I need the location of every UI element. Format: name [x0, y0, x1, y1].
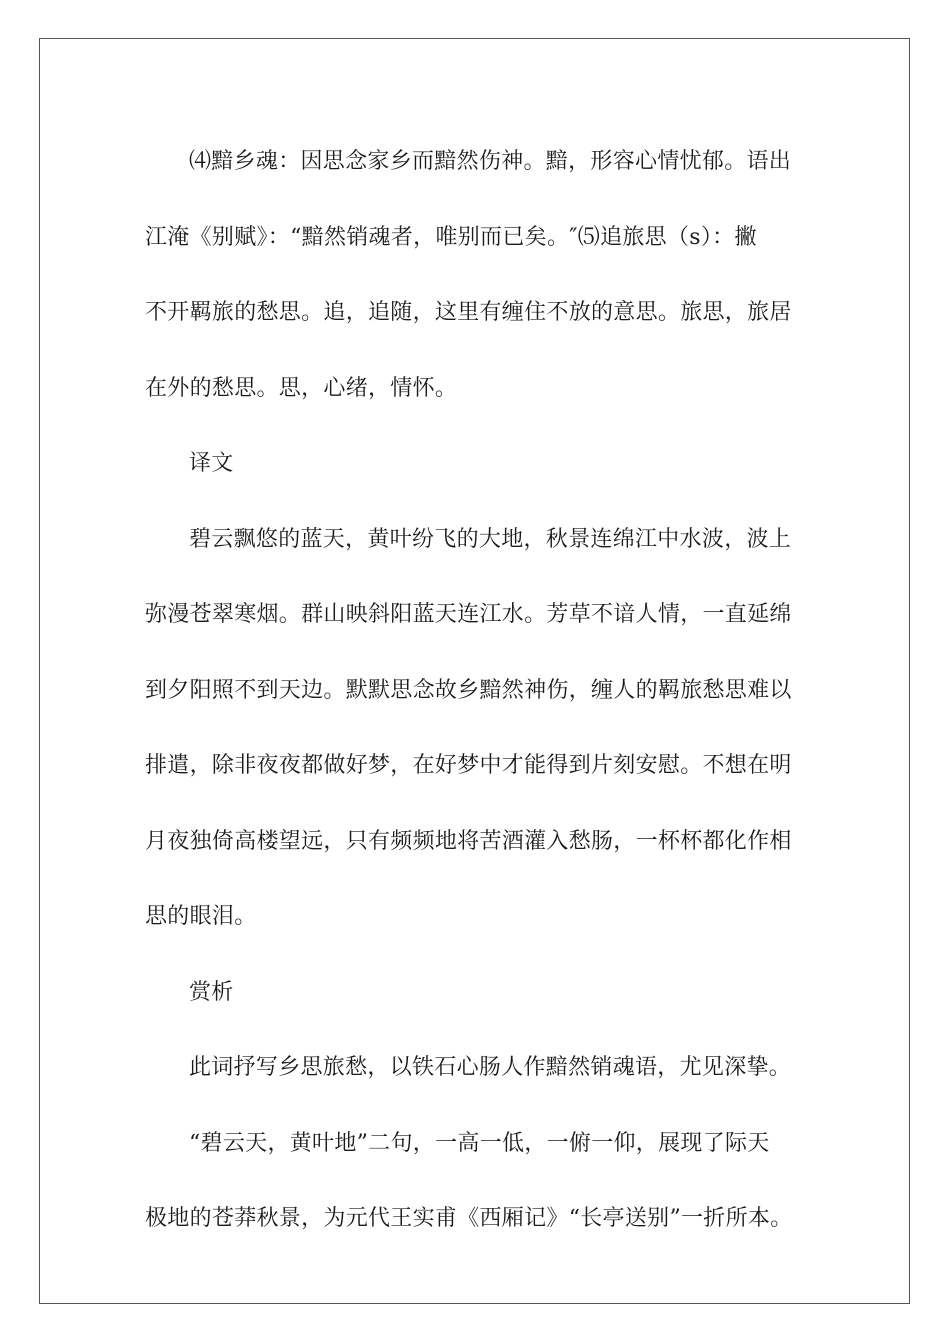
section-heading-appreciation	[145, 955, 805, 1031]
text-line: 月夜独倚高楼望远，只有频频地将苦酒灌入愁肠，一杯杯都化作相	[145, 828, 792, 854]
section-heading: 赏析	[189, 979, 234, 1005]
text-line: “碧云天，黄叶地”二句，一高一低，一俯一仰，展现了际天	[189, 1130, 770, 1156]
text-line: 不开羁旅的愁思。追，追随，这里有缠住不放的意思。旅思，旅居	[145, 300, 792, 325]
appreciation-paragraph	[145, 1106, 805, 1257]
section-heading-translation	[145, 426, 805, 502]
section-heading: 译文	[189, 451, 234, 476]
text-line: 排遣，除非夜夜都做好梦，在好梦中才能得到片刻安慰。不想在明	[145, 753, 792, 778]
document-body	[145, 124, 805, 1257]
text-line: 在外的愁思。思，心绪，情怀。	[145, 375, 458, 401]
text-line: 极地的苍莽秋景，为元代王实甫《西厢记》“长亭送别”一折所本。	[145, 1206, 793, 1231]
text-line: 到夕阳照不到天边。默默思念故乡黯然神伤，缠人的羁旅愁思难以	[145, 677, 792, 703]
text-line: 思的眼泪。	[145, 904, 257, 929]
text-line: 弥漫苍翠寒烟。群山映斜阳蓝天连江水。芳草不谙人情，一直延绵	[145, 602, 792, 627]
translation-paragraph	[145, 502, 805, 955]
appreciation-paragraph	[145, 1030, 805, 1106]
text-line: ⑷黯乡魂：因思念家乡而黯然伤神。黯，形容心情忧郁。语出	[189, 149, 792, 174]
text-line: 碧云飘悠的蓝天，黄叶纷飞的大地，秋景连绵江中水波，波上	[189, 526, 792, 552]
annotation-paragraph	[145, 124, 805, 426]
text-line: 江淹《别赋》：“黯然销魂者，唯别而已矣。″⑸追旅思（s）：撇	[145, 224, 757, 250]
text-line: 此词抒写乡思旅愁，以铁石心肠人作黯然销魂语，尤见深挚。	[189, 1055, 792, 1080]
